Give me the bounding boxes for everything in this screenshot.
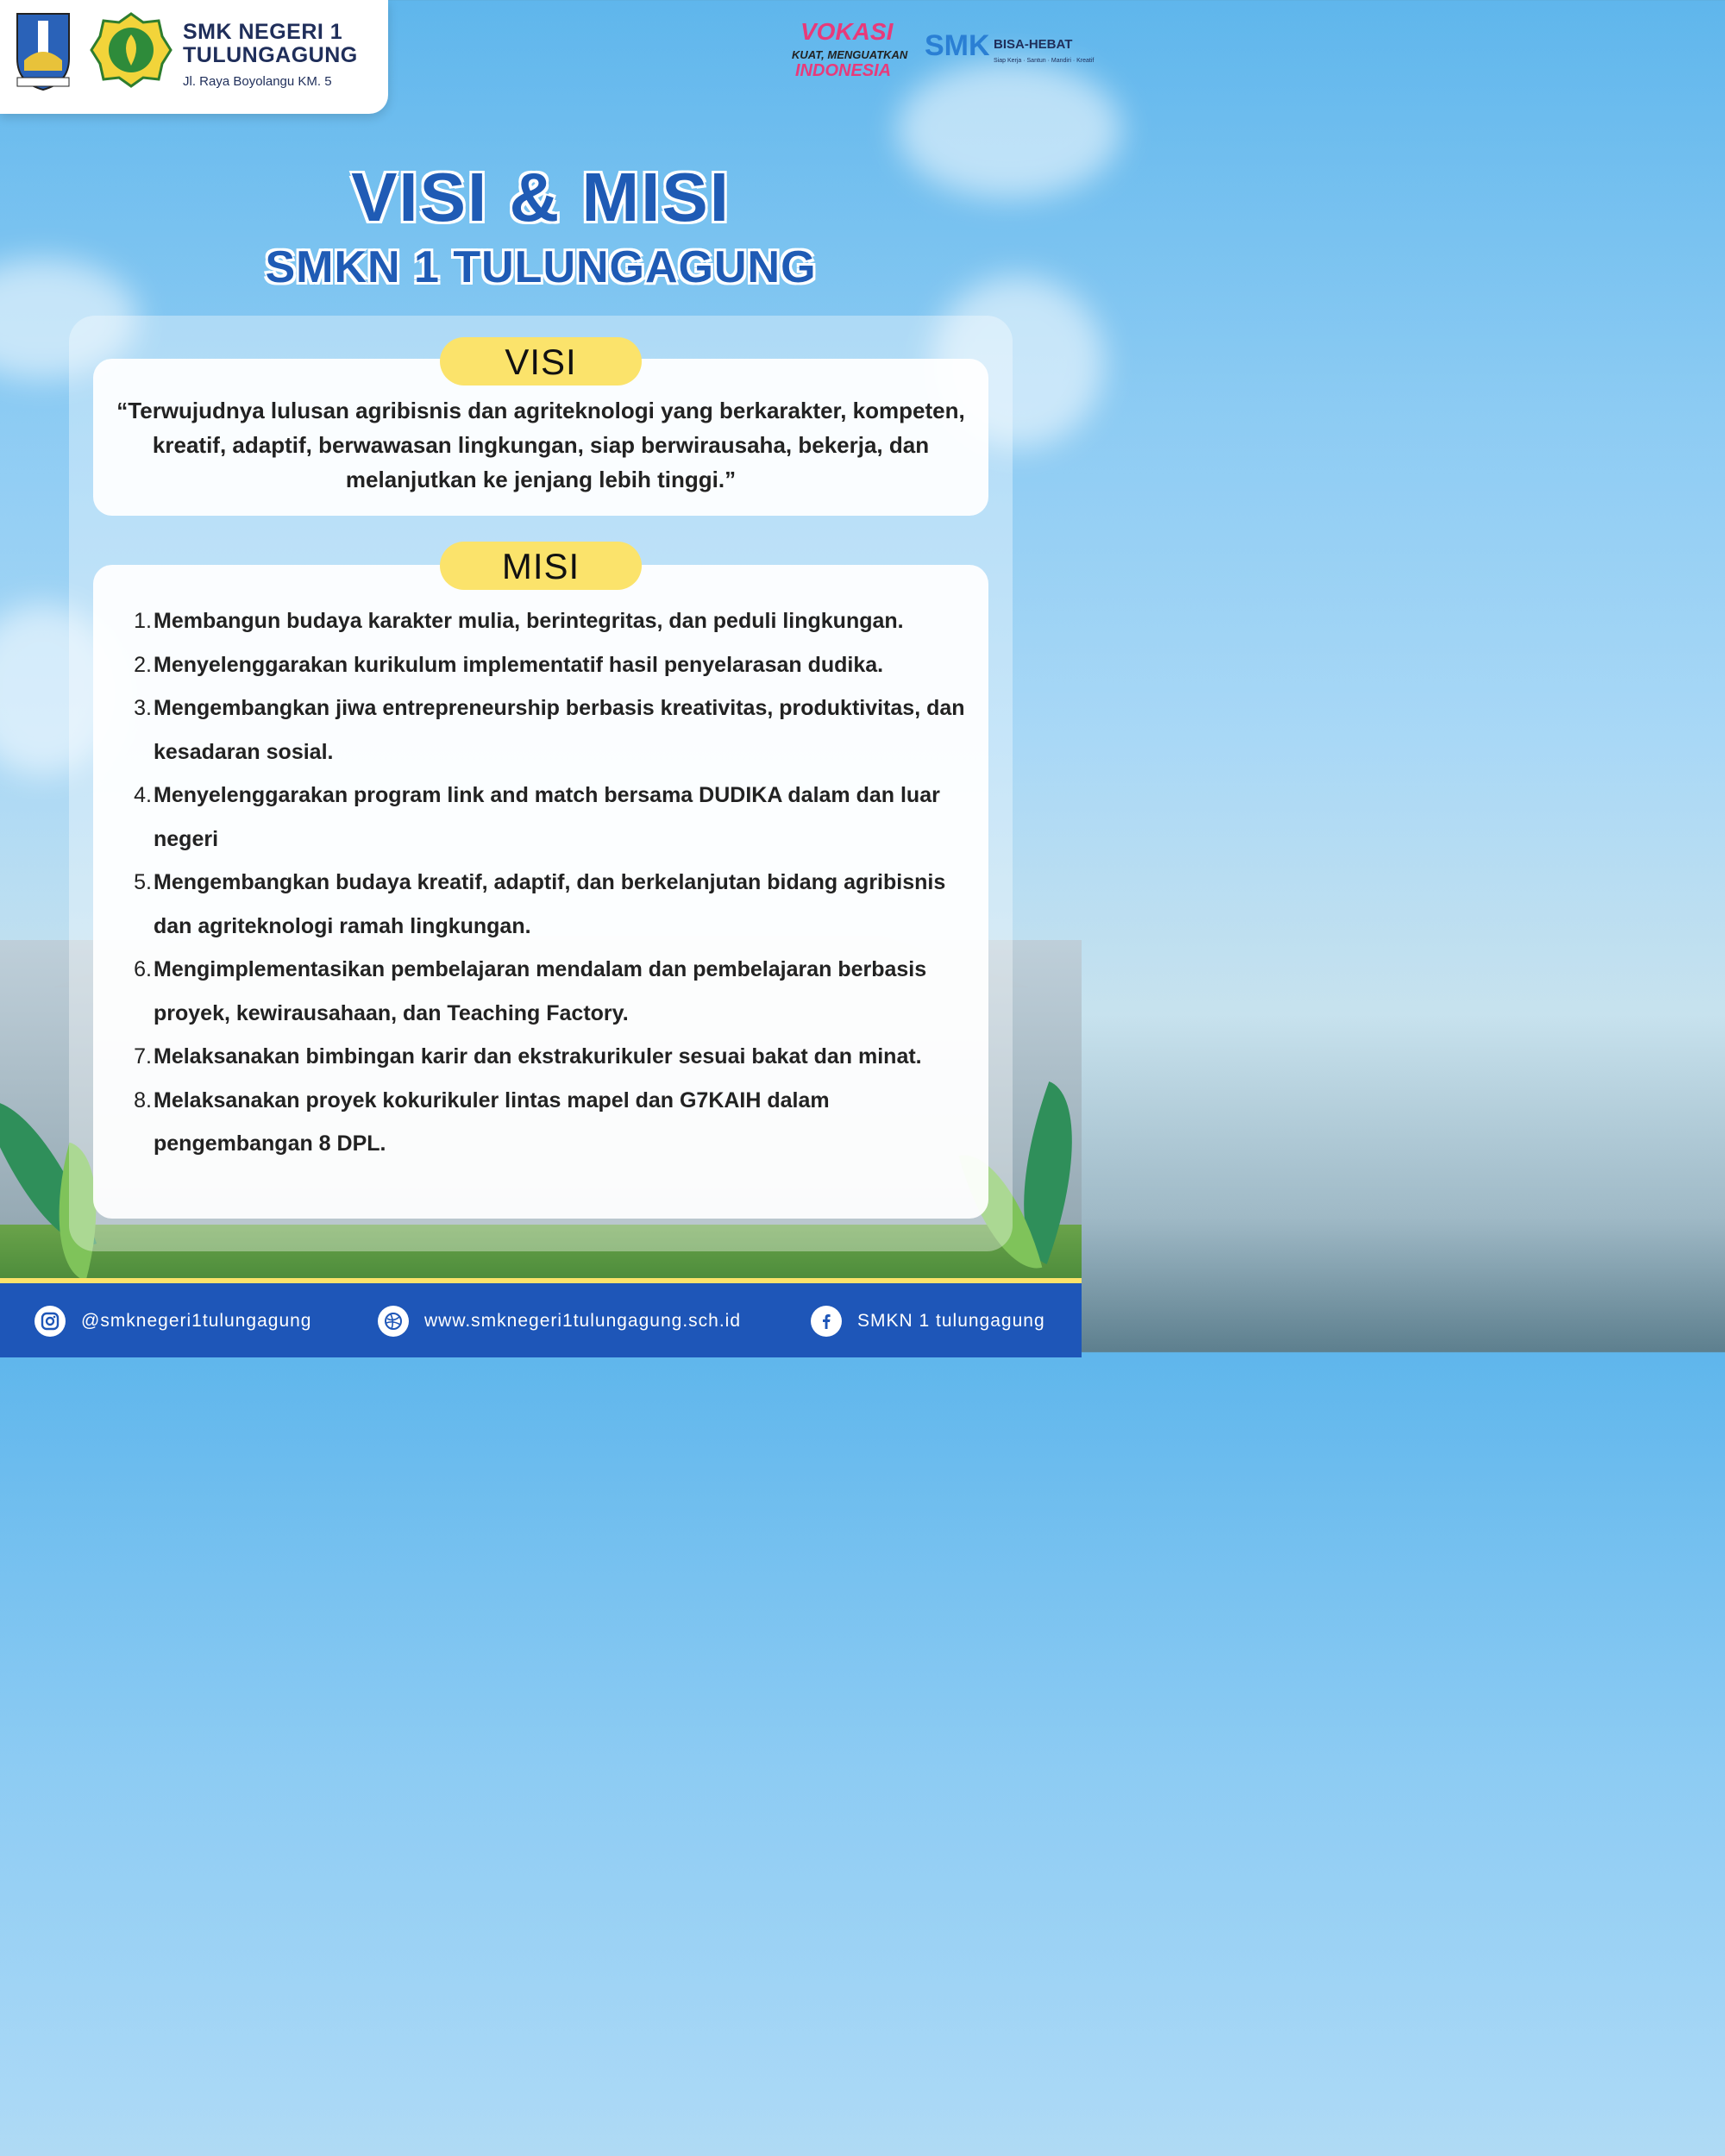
smk-bisa-hebat-logo xyxy=(925,26,1095,67)
misi-item-number: 7. xyxy=(134,1044,152,1069)
facebook-link[interactable] xyxy=(811,1306,1045,1337)
website-link[interactable] xyxy=(378,1306,741,1337)
misi-item-text: Mengembangkan jiwa entrepreneurship berbasis kreativitas, produktivitas, dan kesadaran sosial. xyxy=(154,696,965,764)
school-name-line1: SMK NEGERI 1 xyxy=(183,20,343,44)
visi-label: VISI xyxy=(440,337,642,385)
misi-item-number: 1. xyxy=(134,609,152,633)
facebook-name: SMKN 1 tulungagung xyxy=(857,1311,1045,1331)
misi-item xyxy=(121,948,975,1035)
school-name-line2: TULUNGAGUNG xyxy=(183,43,358,67)
misi-item-text: Mengembangkan budaya kreatif, adaptif, dan berkelanjutan bidang agribisnis dan agriteknologi ramah lingkungan. xyxy=(154,870,946,938)
misi-item-number: 6. xyxy=(134,957,152,981)
misi-item-text: Menyelenggarakan program link and match bersama DUDIKA dalam dan luar negeri xyxy=(154,783,940,851)
misi-item-text: Melaksanakan proyek kokurikuler lintas mapel dan G7KAIH dalam pengembangan 8 DPL. xyxy=(154,1087,830,1156)
vokasi-logo-line2: KUAT, MENGUATKAN xyxy=(792,48,908,61)
misi-item-number: 3. xyxy=(134,696,152,720)
misi-list xyxy=(121,599,975,1166)
school-address: Jl. Raya Boyolangu KM. 5 xyxy=(183,74,332,89)
misi-item-text: Menyelenggarakan kurikulum implementatif hasil penyelarasan dudika. xyxy=(154,652,884,677)
smk-logo-main: SMK xyxy=(925,29,990,62)
page-title: VISI & MISI xyxy=(351,159,731,235)
school-emblem-icon xyxy=(91,12,171,88)
vokasi-logo xyxy=(764,14,908,80)
website-url: www.smknegeri1tulungagung.sch.id xyxy=(424,1311,742,1331)
smk-logo-tag: BISA-HEBAT xyxy=(994,37,1073,52)
misi-item xyxy=(121,643,975,687)
facebook-icon xyxy=(811,1306,842,1337)
misi-item-number: 8. xyxy=(134,1087,152,1112)
page-subtitle: SMKN 1 TULUNGAGUNG xyxy=(265,242,817,292)
misi-item-text: Mengimplementasikan pembelajaran mendalam dan pembelajaran berbasis proyek, kewirausahaan, dan Teaching Factory. xyxy=(154,957,927,1025)
instagram-icon xyxy=(34,1306,66,1337)
vokasi-logo-line1: VOKASI xyxy=(800,18,894,45)
misi-item xyxy=(121,861,975,948)
misi-item xyxy=(121,686,975,774)
misi-item xyxy=(121,1079,975,1166)
misi-item xyxy=(121,599,975,643)
misi-item-number: 2. xyxy=(134,652,152,677)
instagram-handle: @smknegeri1tulungagung xyxy=(81,1311,312,1331)
vokasi-logo-line3: INDONESIA xyxy=(795,61,892,80)
smk-logo-sub: Siap Kerja · Santun · Mandiri · Kreatif xyxy=(994,58,1095,64)
misi-label: MISI xyxy=(440,542,642,590)
misi-item-text: Membangun budaya karakter mulia, berintegritas, dan peduli lingkungan. xyxy=(154,609,904,633)
globe-icon xyxy=(378,1306,409,1337)
misi-item-number: 4. xyxy=(134,783,152,807)
school-name xyxy=(183,21,358,67)
misi-item-text: Melaksanakan bimbingan karir dan ekstrakurikuler sesuai bakat dan minat. xyxy=(154,1044,922,1069)
instagram-link[interactable] xyxy=(34,1306,311,1337)
misi-item-number: 5. xyxy=(134,870,152,894)
misi-item xyxy=(121,774,975,861)
header-card xyxy=(0,0,388,114)
jatim-crest-icon xyxy=(12,9,74,91)
misi-item xyxy=(121,1035,975,1079)
visi-text: “Terwujudnya lulusan agribisnis dan agriteknologi yang berkarakter, kompeten, kreatif, adaptif, berwawasan lingkungan, siap berwirausaha, bekerja, dan melanjutkan ke jenjang lebih tinggi.” xyxy=(116,398,965,492)
